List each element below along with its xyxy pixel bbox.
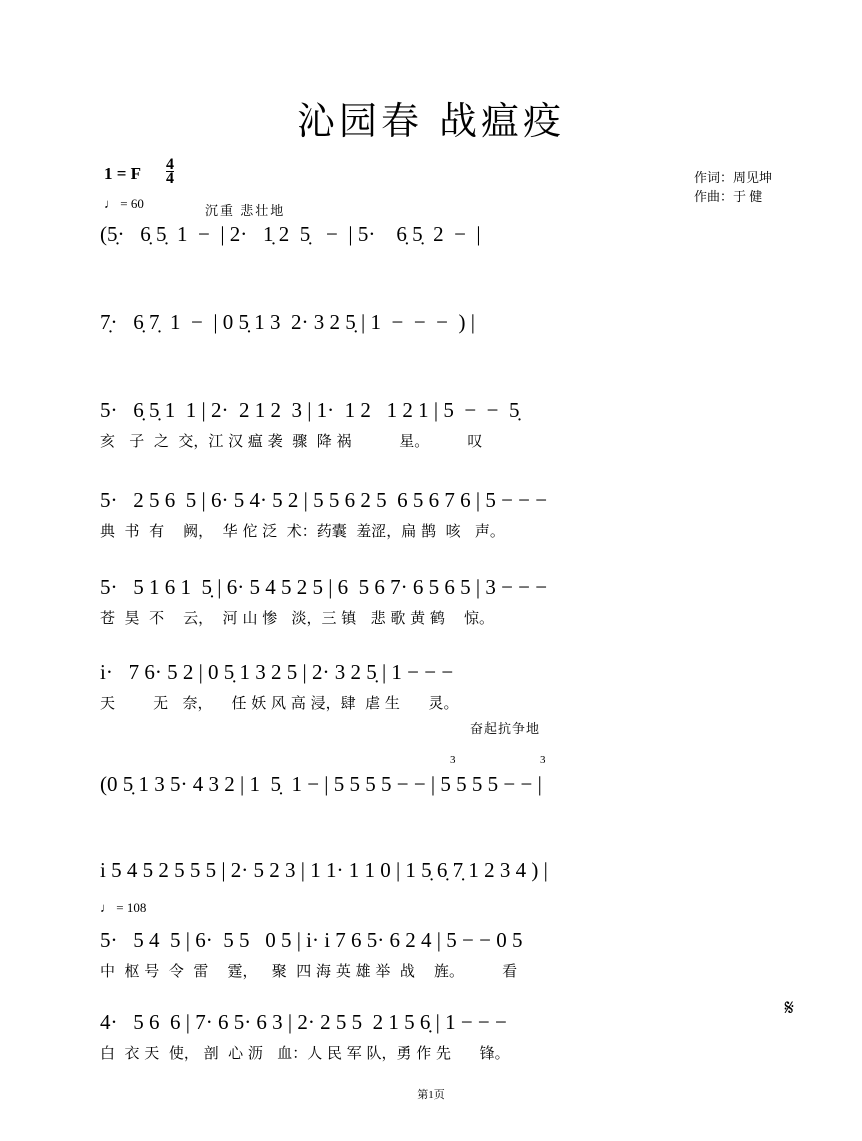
lyrics-line: 白 衣 天 使， 剖 心 沥 血：人 民 军 队，勇 作 先 锋。 [100,1044,510,1062]
page-title: 沁园春 战瘟疫 [296,99,566,143]
lyrics-line: 天 无 奈， 任 妖 风 高 浸，肆 虐 生 灵。 [100,694,459,712]
time-signature [166,158,174,185]
notation-line: 4· 5 6 6 | 7· 6 5· 6 3 | 2· 2 5 5 2 1 5 6̣ | 1 − − − [100,1010,507,1034]
notation-line: (0 5̣ 1 3 5· 4 3 2 | 1 5̣ 1 − | 5 5 5 5 − − | 5 5 5 5 − − | [100,772,542,796]
credits-block [694,168,772,206]
notation-line: i· 7 6· 5 2 | 0 5̣ 1 3 2 5 | 2· 3 2 5̣ | 1 − − − [100,660,454,684]
tempo-marking-second: ♩ = 108 [100,900,147,915]
composer-credit: 作曲：于 健 [693,189,763,204]
notation-line: i 5 4 5 2 5 5 5 | 2· 5 2 3 | 1 1· 1 1 0 | 1 5̣ 6̣ 7̣ 1 2 3 4 ) | [100,858,548,882]
notation-line: 5· 2 5 6 5 | 6· 5 4· 5 2 | 5 5 6 2 5 6 5 6 7 6 | 5 − − − [100,488,548,512]
page-number: 第1页 [417,1089,445,1101]
time-signature-numerator: 4 [166,156,174,173]
key-signature: 1 = F [104,164,142,183]
expression-marking-first: 沉重 悲壮地 [205,203,286,218]
tempo-marking-first: ♩ = 60 [104,196,144,211]
notation-line: 5· 6̣ 5̣ 1 1 | 2· 2 1 2 3 | 1· 1 2 1 2 1 | 5 − − 5̣ [100,398,520,422]
notation-line: 5· 5 1 6 1 5̣ | 6· 5 4 5 2 5 | 6 5 6 7· 6 5 6 5 | 3 − − − [100,575,548,599]
lyrics-line: 苍 昊 不 云， 河 山 惨 淡，三 镇 悲 歌 黄 鹤 惊。 [100,609,494,627]
notation-line: 7̣· 6̣ 7̣ 1 − | 0 5̣ 1 3 2· 3 2 5̣ | 1 − − − ) | [100,310,475,334]
lyricist-credit: 作词：周见坤 [693,170,772,185]
segno-icon: 𝄋 [784,995,794,1020]
notation-line: 5· 5 4 5 | 6· 5 5 0 5 | i· i 7 6 5· 6 2 4 | 5 − − 0 5 [100,928,523,952]
lyrics-line: 典 书 有 阙， 华 佗 泛 术：药囊 羞涩，扁 鹊 咳 声。 [100,522,505,540]
lyrics-line: 中 枢 号 令 雷 霆， 聚 四 海 英 雄 举 战 旌。 看 [100,962,518,980]
notation-line: (5̣· 6̣ 5̣ 1 − | 2· 1̣ 2 5̣ − | 5· 6̣ 5̣ 2 − | [100,222,481,246]
time-signature-denominator: 4 [166,170,174,187]
triplet-mark: 3 [450,754,456,766]
expression-marking-second: 奋起抗争地 [470,721,541,736]
triplet-mark: 3 [540,754,546,766]
lyrics-line: 亥 子 之 交，江 汉 瘟 袭 骤 降 祸 星。 叹 [100,432,483,450]
